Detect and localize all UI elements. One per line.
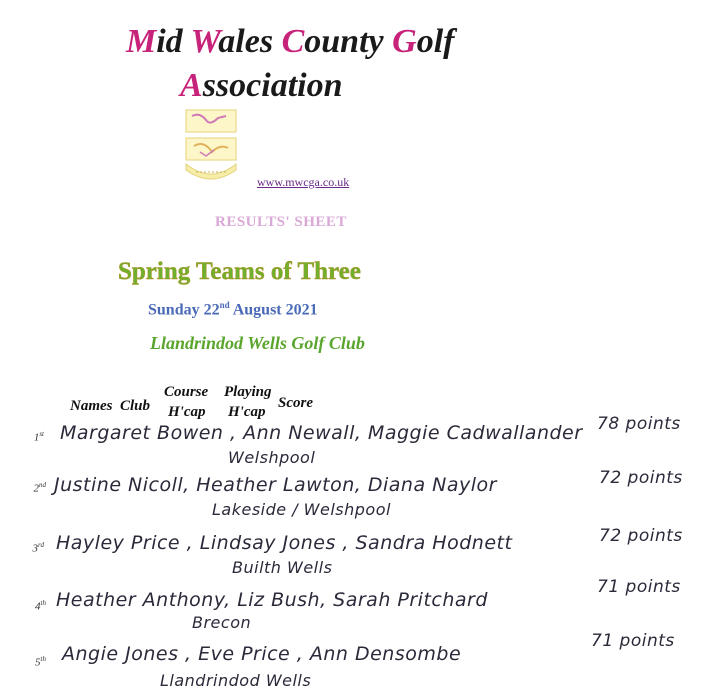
position-suffix: st [39,430,44,438]
result-points: 78 points [597,414,681,434]
initial-a: A [180,67,203,104]
header-playing-hcap: H'cap [228,404,266,420]
position-label [0,481,46,495]
position-label [0,430,44,444]
word-rest: ales [218,23,282,60]
header-club: Club [120,398,151,414]
org-title-line-1 [126,22,454,62]
date-day: Sunday 22 [148,301,220,319]
position-num: 4 [35,600,41,613]
result-club: Lakeside / Welshpool [212,500,391,519]
result-club: Llandrindod Wells [160,671,312,690]
header-course-hcap: H'cap [168,404,206,420]
position-suffix: th [40,655,46,663]
position-num: 3 [32,542,39,555]
result-names: Hayley Price , Lindsay Jones , Sandra Hodnett [56,532,513,554]
initial-g: G [392,23,417,60]
initial-c: C [281,23,305,60]
position-label [0,541,44,555]
venue: Llandrindod Wells Golf Club [150,333,365,353]
word-rest: ounty [304,23,393,60]
result-names: Margaret Bowen , Ann Newall, Maggie Cadwallander [60,422,583,444]
date-suffix: nd [219,300,230,310]
initial-m: M [126,23,157,60]
org-title-line-2 [180,66,343,106]
position-num: 5 [35,656,41,669]
result-points: 72 points [599,526,683,546]
header-course: Course [164,384,209,400]
initial-w: W [190,23,219,60]
word-rest: ssociation [202,67,343,104]
sheet-title: RESULTS' SHEET [215,214,347,230]
position-num: 2 [33,482,39,495]
word-rest: id [156,23,191,60]
event-title: Spring Teams of Three [118,258,361,285]
position-suffix: nd [39,481,46,489]
result-club: Builth Wells [232,558,333,577]
header-score: Score [278,395,313,411]
website-link[interactable]: www.mwcga.co.uk [257,175,350,189]
position-label [0,599,46,613]
result-points: 71 points [597,577,681,597]
result-names: Heather Anthony, Liz Bush, Sarah Pritchard [56,589,488,611]
position-label [0,655,46,669]
result-club: Welshpool [228,448,316,467]
position-suffix: th [40,599,46,607]
word-rest: olf [416,23,455,60]
result-points: 71 points [591,631,675,651]
result-names: Justine Nicoll, Heather Lawton, Diana Naylor [54,474,497,496]
date-rest: August 2021 [229,301,318,319]
event-date [148,300,318,319]
header-names: Names [70,398,113,414]
result-points: 72 points [599,468,683,488]
result-club: Brecon [192,613,252,632]
position-num: 1 [33,431,40,444]
position-suffix: rd [38,541,44,549]
header-playing: Playing [224,384,272,400]
result-names: Angie Jones , Eve Price , Ann Densombe [62,643,462,665]
crest-logo [180,108,242,188]
